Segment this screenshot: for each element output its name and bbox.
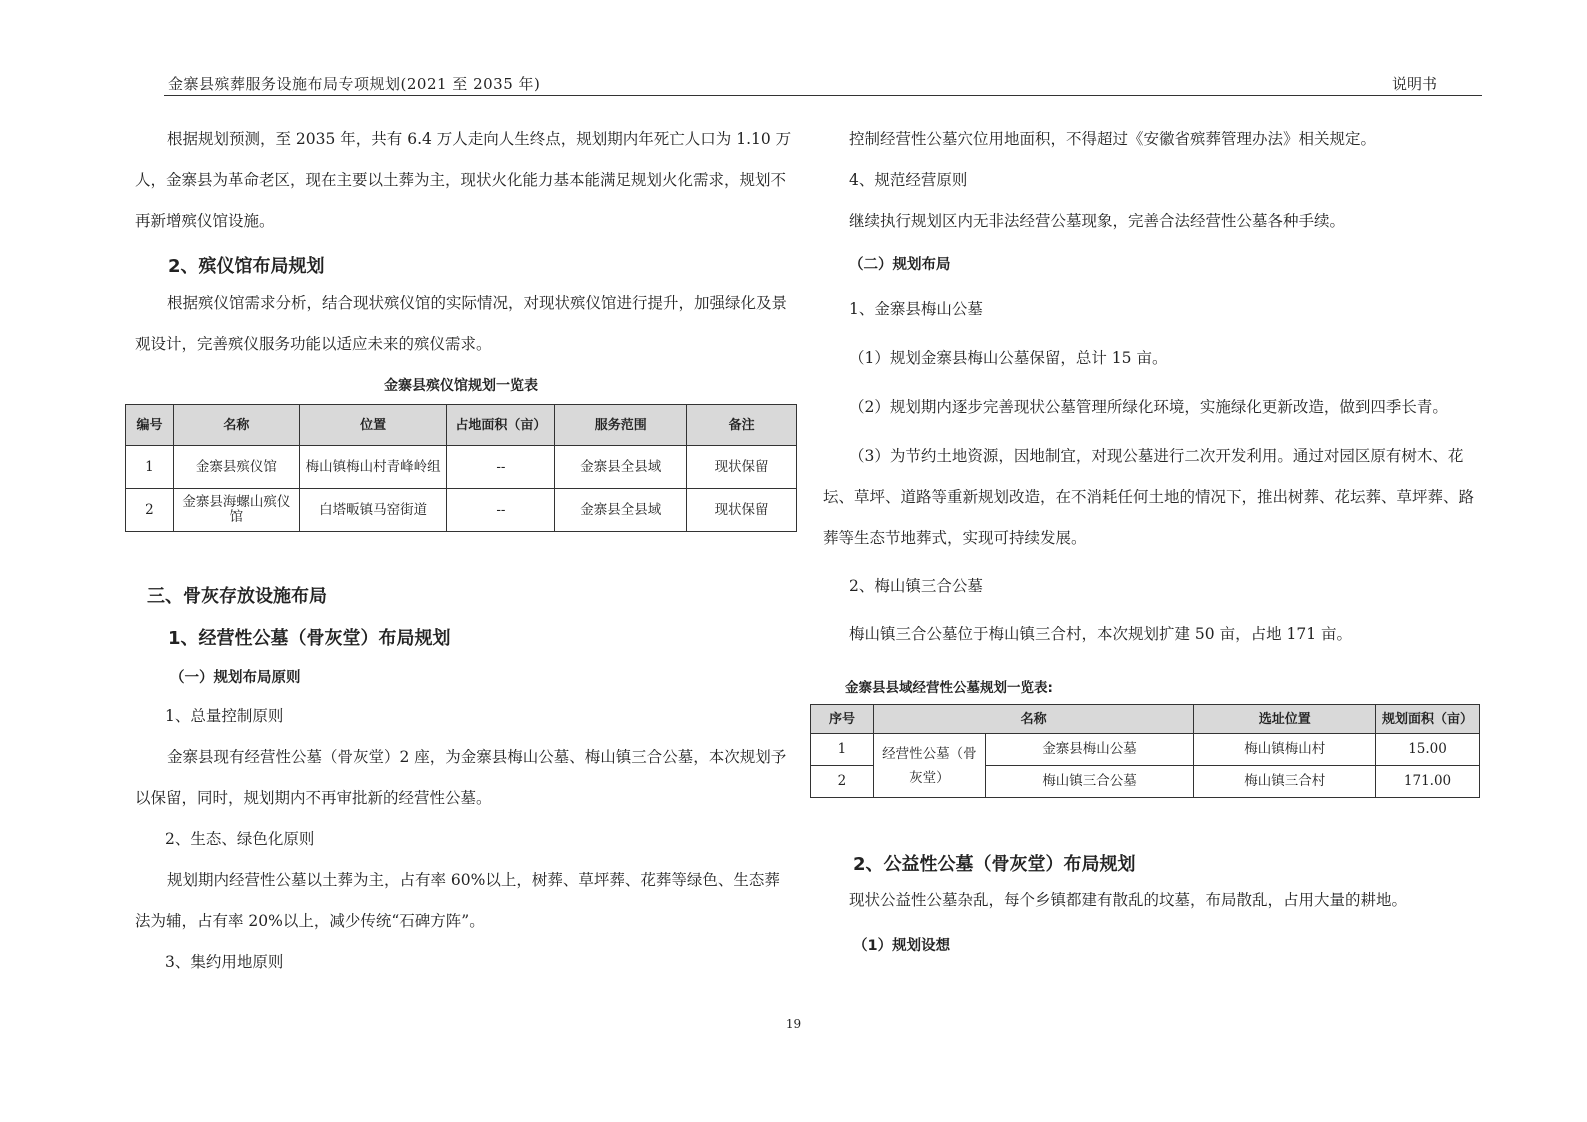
- item-meishan-redevelop: （3）为节约土地资源，因地制宜，对现公墓进行二次开发利用。通过对园区原有树木、花坛、草坪、道路等重新规划改造，在不消耗任何土地的情况下，推出树葬、花坛葬、草坪葬、路葬等生态节地葬式，实现可持续发展。: [823, 447, 1475, 547]
- header-rule: [164, 95, 1482, 96]
- item-regulated-operation: 4、规范经营原则: [849, 171, 968, 189]
- table1-header: 服务范围: [555, 405, 687, 446]
- funeral-home-table: [125, 404, 797, 532]
- document-title: 金寨县殡葬服务设施布局专项规划(2021 至 2035 年): [168, 75, 541, 93]
- table-cell: --: [447, 489, 555, 532]
- table2-header: 名称: [873, 705, 1193, 734]
- document-type: 说明书: [1392, 75, 1438, 93]
- table-cell: 金寨县殡仪馆: [173, 446, 299, 489]
- item-meishan-retain: （1）规划金寨县梅山公墓保留，总计 15 亩。: [849, 349, 1168, 367]
- table-cell: 金寨县海螺山殡仪馆: [173, 489, 299, 532]
- table1-caption: 金寨县殡仪馆规划一览表: [384, 378, 538, 394]
- commercial-cemetery-table: [810, 704, 1480, 798]
- table2-header: 规划面积（亩）: [1376, 705, 1480, 734]
- table-cell-category: 经营性公墓（骨灰堂）: [873, 734, 985, 798]
- paragraph-total-control: 金寨县现有经营性公墓（骨灰堂）2 座，为金寨县梅山公墓、梅山镇三合公墓，本次规划予以保留，同时，规划期内不再审批新的经营性公墓。: [135, 748, 787, 807]
- item-land-saving: 3、集约用地原则: [165, 953, 284, 971]
- table-cell: 1: [126, 446, 174, 489]
- table1-header-row: [126, 405, 797, 446]
- meishan-redevelop-wrap: [823, 436, 1483, 559]
- table-cell: 1: [811, 734, 874, 766]
- item-ecological: 2、生态、绿色化原则: [165, 830, 315, 848]
- paragraph-sanhe: 梅山镇三合公墓位于梅山镇三合村，本次规划扩建 50 亩，占地 171 亩。: [849, 625, 1353, 643]
- funeral-paragraph-wrap: [135, 283, 795, 365]
- table-cell: 金寨县全县域: [555, 446, 687, 489]
- item-meishan-greening: （2）规划期内逐步完善现状公墓管理所绿化环境，实施绿化更新改造，做到四季长青。: [849, 398, 1448, 416]
- table1-header: 位置: [299, 405, 447, 446]
- heading-layout-principles: （一）规划布局原则: [170, 670, 301, 686]
- table-cell: 15.00: [1376, 734, 1480, 766]
- table-cell: 梅山镇三合公墓: [985, 766, 1194, 798]
- right-column-top: [823, 119, 1483, 242]
- principles-block: [135, 696, 795, 983]
- table2-header-row: [811, 705, 1480, 734]
- item-total-control: 1、总量控制原则: [165, 707, 284, 725]
- table-cell: 171.00: [1376, 766, 1480, 798]
- paragraph-ecological: 规划期内经营性公墓以土葬为主，占有率 60%以上，树葬、草坪葬、花葬等绿色、生态葬法为辅，占有率 20%以上，减少传统“石碑方阵”。: [135, 871, 780, 930]
- heading-funeral-home-layout: 2、殡仪馆布局规划: [168, 256, 325, 277]
- table-cell: --: [447, 446, 555, 489]
- table1-header: 名称: [173, 405, 299, 446]
- table-row: [126, 489, 797, 532]
- table-cell: 现状保留: [687, 489, 797, 532]
- table-cell: 2: [811, 766, 874, 798]
- paragraph-public-cemetery: 现状公益性公墓杂乱，每个乡镇都建有散乱的坟墓，布局散乱，占用大量的耕地。: [849, 891, 1408, 909]
- paragraph-funeral-home: 根据殡仪馆需求分析，结合现状殡仪馆的实际情况，对现状殡仪馆进行提升，加强绿化及景观设计，完善殡仪服务功能以适应未来的殡仪需求。: [135, 294, 788, 353]
- table-cell: 梅山镇梅山村: [1194, 734, 1376, 766]
- table-row: [126, 446, 797, 489]
- paragraph-plot-control: 控制经营性公墓穴位用地面积，不得超过《安徽省殡葬管理办法》相关规定。: [849, 130, 1377, 148]
- left-column: [135, 119, 795, 242]
- table-cell: 2: [126, 489, 174, 532]
- table-row: [811, 734, 1480, 766]
- table-cell: 梅山镇三合村: [1194, 766, 1376, 798]
- page-number: 19: [785, 1017, 802, 1031]
- table-cell: 白塔畈镇马窑街道: [299, 489, 447, 532]
- table-cell: 现状保留: [687, 446, 797, 489]
- table1-header: 编号: [126, 405, 174, 446]
- heading-commercial-cemetery: 1、经营性公墓（骨灰堂）布局规划: [168, 628, 451, 649]
- paragraph-forecast: 根据规划预测，至 2035 年，共有 6.4 万人走向人生终点，规划期内年死亡人口为 1.10 万人，金寨县为革命老区，现在主要以土葬为主，现状火化能力基本能满足规划火化需求，规划不再新增殡仪馆设施。: [135, 130, 792, 230]
- heading-public-cemetery: 2、公益性公墓（骨灰堂）布局规划: [853, 854, 1136, 875]
- table2-header: 选址位置: [1194, 705, 1376, 734]
- paragraph-regulated-operation: 继续执行规划区内无非法经营公墓现象，完善合法经营性公墓各种手续。: [849, 212, 1346, 230]
- table1-header: 备注: [687, 405, 797, 446]
- item-meishan-cemetery: 1、金寨县梅山公墓: [849, 300, 983, 318]
- table1-header: 占地面积（亩）: [447, 405, 555, 446]
- item-sanhe-cemetery: 2、梅山镇三合公墓: [849, 577, 983, 595]
- table-cell: 金寨县全县域: [555, 489, 687, 532]
- heading-planning-layout: （二）规划布局: [849, 257, 951, 273]
- heading-planning-idea: （1）规划设想: [853, 938, 951, 954]
- table-cell: 梅山镇梅山村青峰岭组: [299, 446, 447, 489]
- table2-header: 序号: [811, 705, 874, 734]
- heading-section-3: 三、骨灰存放设施布局: [147, 586, 327, 607]
- table-cell: 金寨县梅山公墓: [985, 734, 1194, 766]
- table2-caption: 金寨县县域经营性公墓规划一览表:: [845, 680, 1053, 696]
